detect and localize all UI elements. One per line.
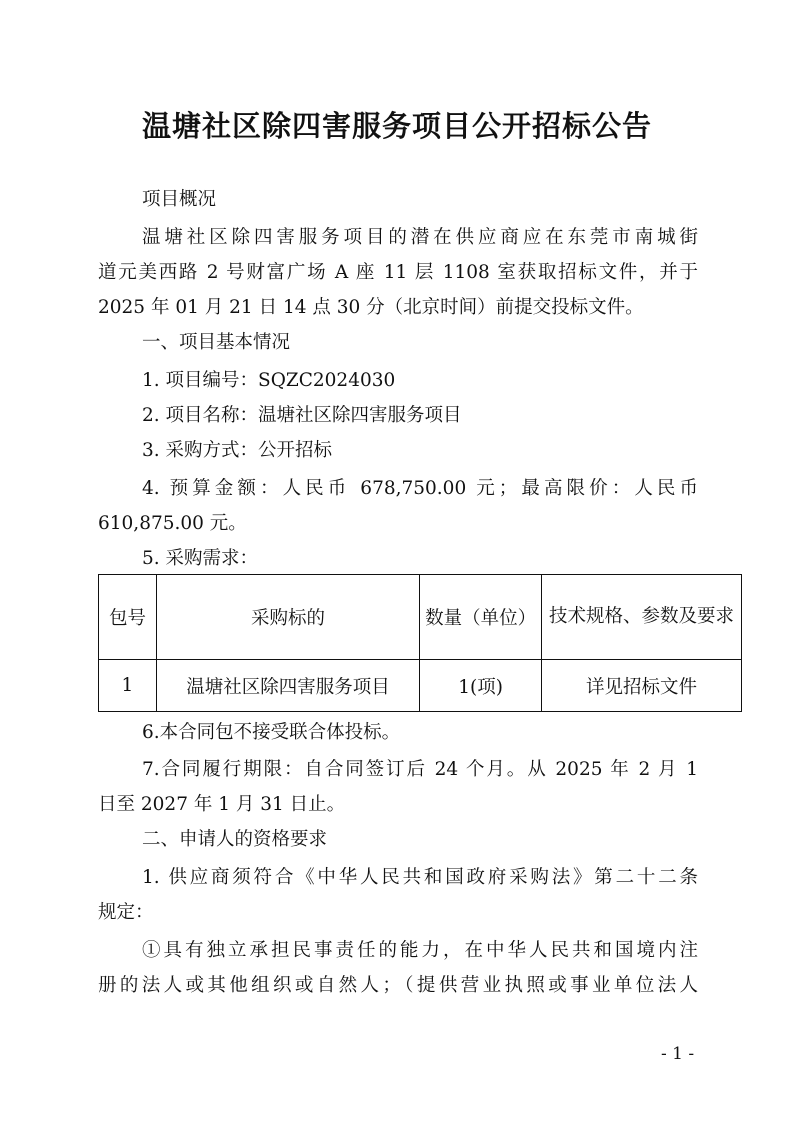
overview-paragraph-line: 2025 年 01 月 21 日 14 点 30 分（北京时间）前提交投标文件。 <box>98 297 644 318</box>
qualification-line: 册的法人或其他组织或自然人；（提供营业执照或事业单位法人 <box>98 975 698 996</box>
budget-amount-line: 610,875.00 元。 <box>98 513 247 534</box>
procurement-method: 3. 采购方式：公开招标 <box>142 440 333 461</box>
requirements-table <box>98 574 742 712</box>
contract-term-line: 7.合同履行期限：自合同签订后 24 个月。从 2025 年 2 月 1 <box>142 759 698 780</box>
no-consortium-note: 6.本合同包不接受联合体投标。 <box>142 722 401 743</box>
contract-term-line: 日至 2027 年 1 月 31 日止。 <box>98 794 346 815</box>
section-heading-1: 一、项目基本情况 <box>142 332 291 353</box>
overview-heading: 项目概况 <box>142 189 217 210</box>
procurement-requirement-label: 5. 采购需求： <box>142 548 259 569</box>
qualification-line: 1. 供应商须符合《中华人民共和国政府采购法》第二十二条 <box>142 867 698 888</box>
page-number: - 1 - <box>661 1044 695 1064</box>
project-name: 2. 项目名称：温塘社区除四害服务项目 <box>142 405 462 426</box>
table-row <box>99 660 742 712</box>
overview-paragraph-line: 温塘社区除四害服务项目的潜在供应商应在东莞市南城街 <box>142 227 698 248</box>
cell-specs: 详见招标文件 <box>541 660 741 712</box>
document-title: 温塘社区除四害服务项目公开招标公告 <box>141 109 652 143</box>
cell-package-no: 1 <box>99 660 157 712</box>
header-quantity: 数量（单位） <box>420 575 542 660</box>
project-number: 1. 项目编号：SQZC2024030 <box>142 370 396 391</box>
header-item: 采购标的 <box>156 575 419 660</box>
budget-amount-line: 4. 预算金额：人民币 678,750.00 元；最高限价：人民币 <box>142 478 698 499</box>
table-header-row <box>99 575 742 660</box>
qualification-line: 规定： <box>98 902 154 923</box>
cell-quantity: 1(项) <box>420 660 542 712</box>
cell-item: 温塘社区除四害服务项目 <box>156 660 419 712</box>
qualification-line: ①具有独立承担民事责任的能力，在中华人民共和国境内注 <box>142 940 698 961</box>
header-package-no: 包号 <box>99 575 157 660</box>
header-specs: 技术规格、参数及要求 <box>541 575 741 660</box>
section-heading-2: 二、申请人的资格要求 <box>142 829 328 850</box>
overview-paragraph-line: 道元美西路 2 号财富广场 A 座 11 层 1108 室获取招标文件，并于 <box>98 262 698 283</box>
